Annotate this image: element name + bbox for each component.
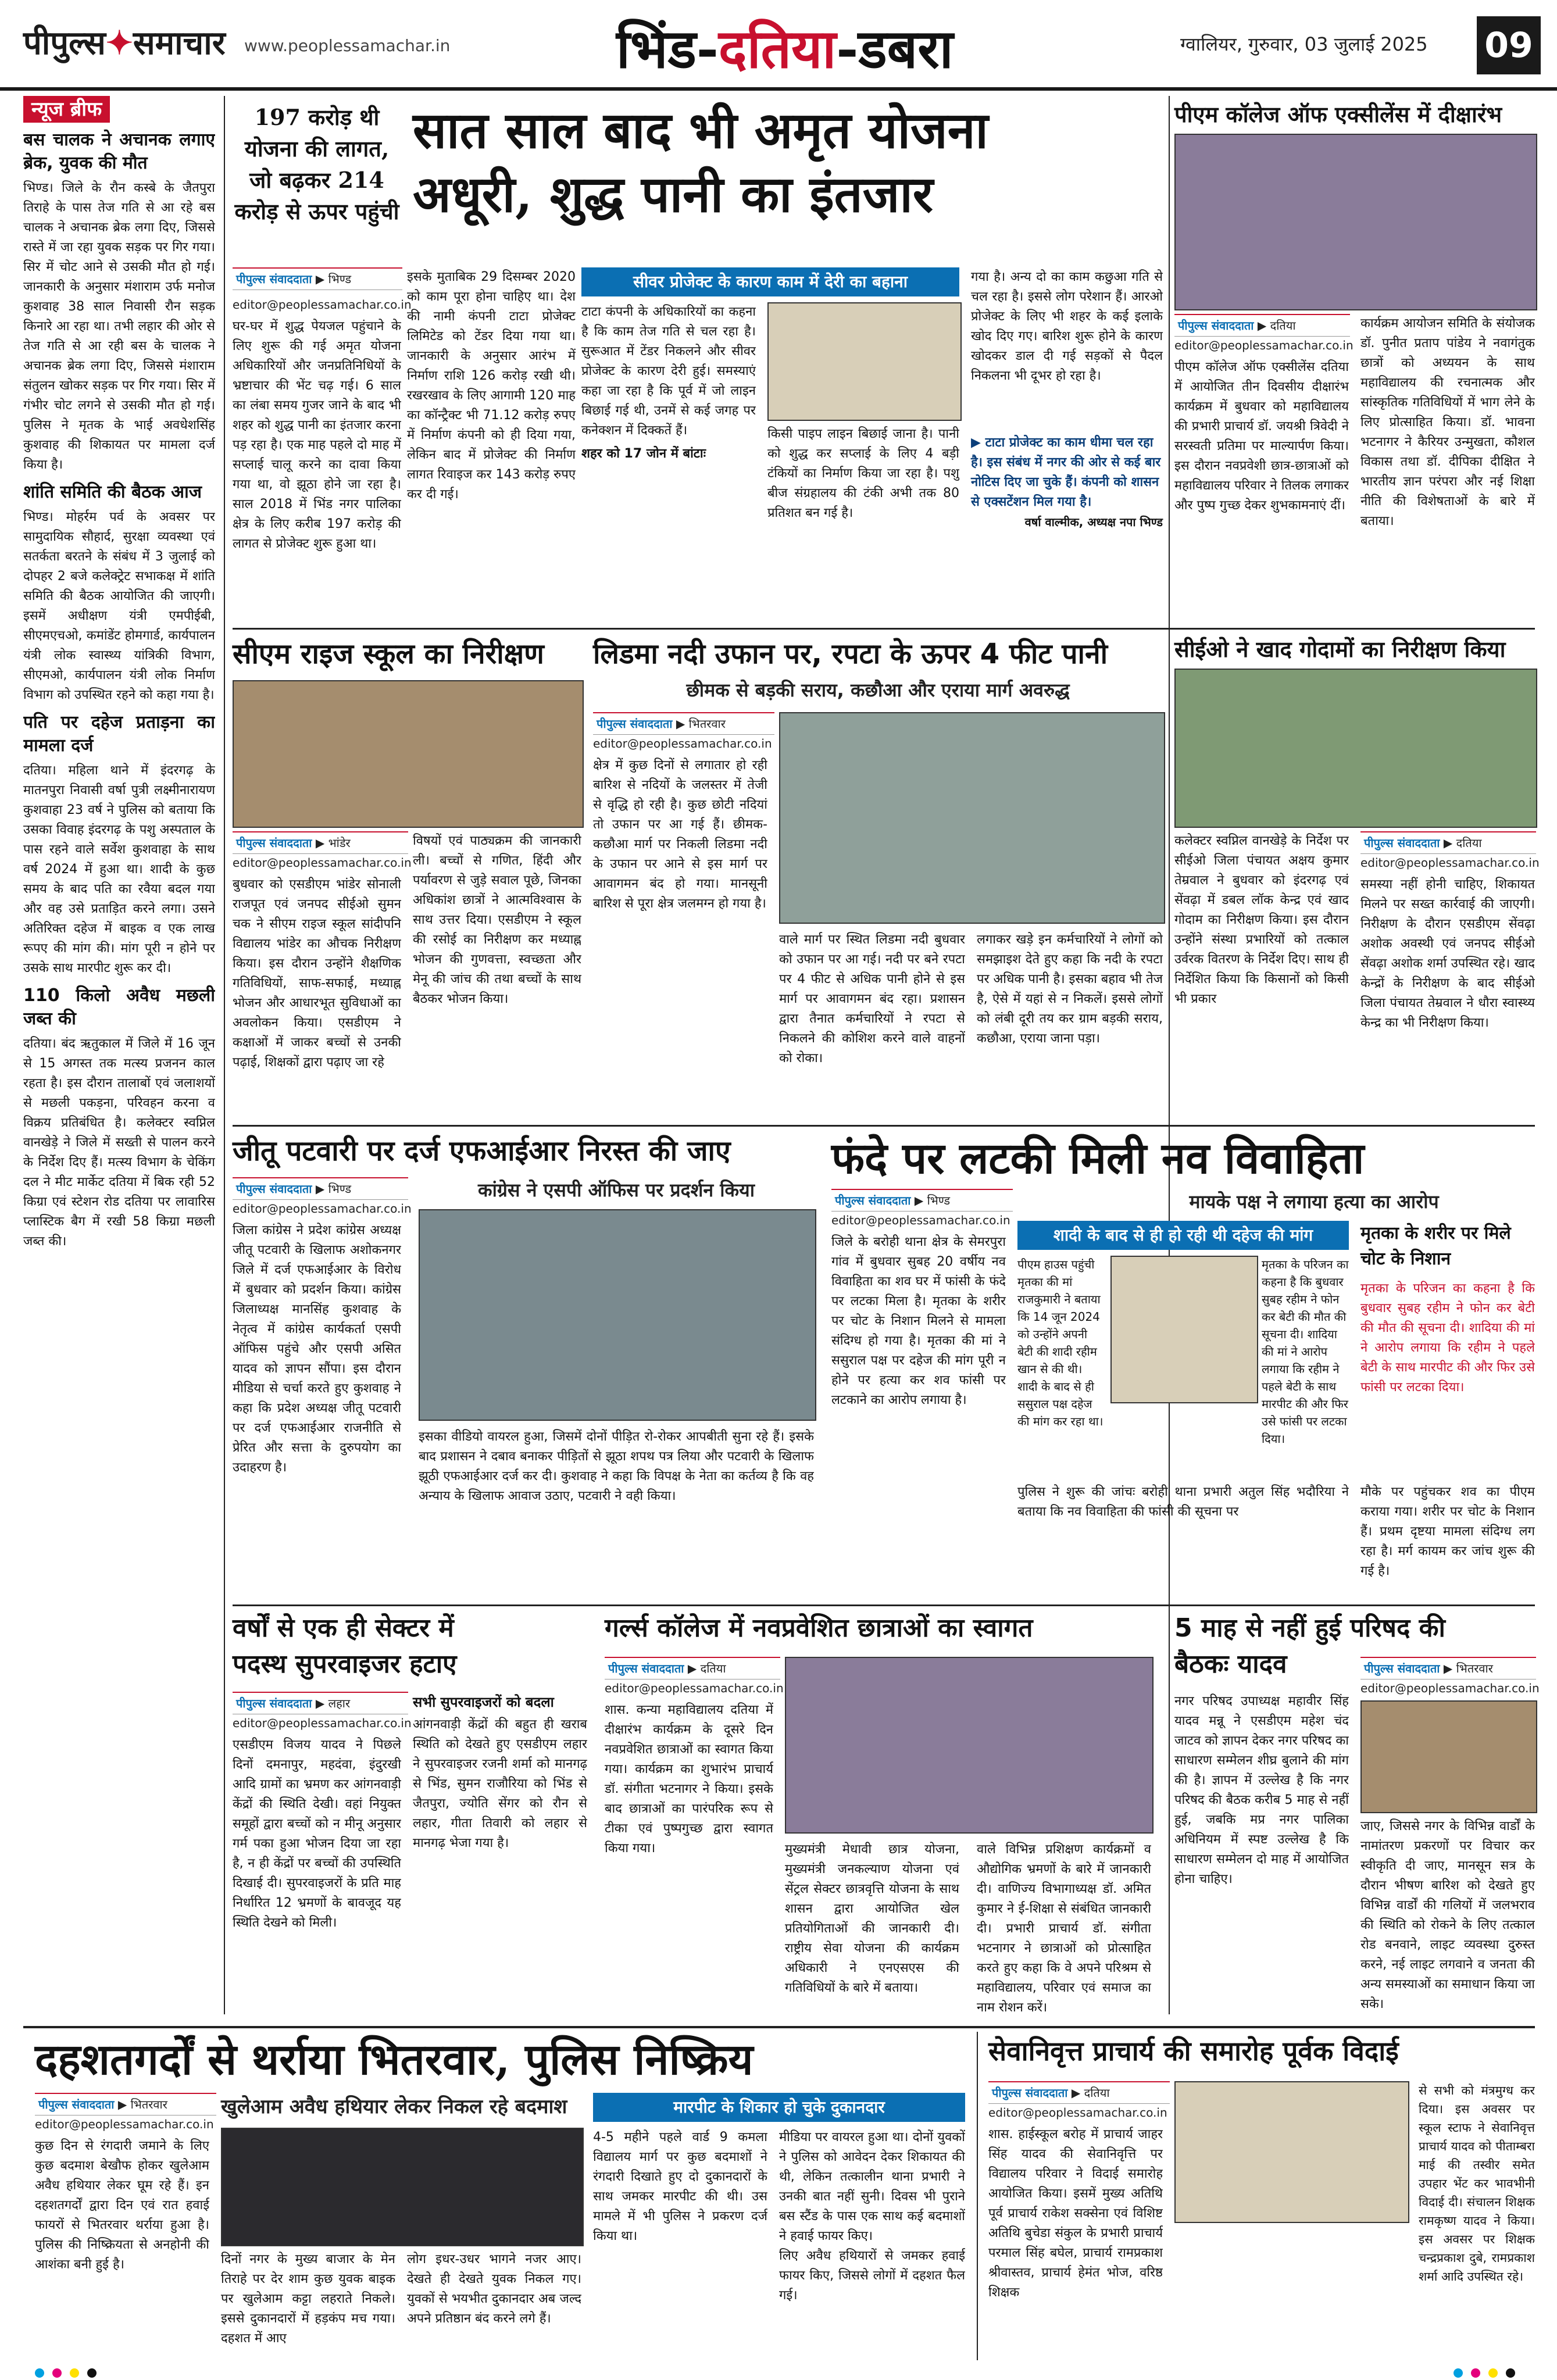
ceo-khad-photo — [1174, 669, 1537, 828]
cm-rise-headline: सीएम राइज स्कूल का निरीक्षण — [233, 638, 544, 670]
paper-logo: पीपुल्स✦समाचार — [23, 24, 226, 62]
jeetu-body-col1: जिला कांग्रेस ने प्रदेश कांग्रेस अध्यक्ष जीतू पटवारी के खिलाफ अशोकनगर जिले में दर्ज एफआईआर के विरोध में बुधवार को प्रदर्शन किया। कांग्रेस जिलाध्यक्ष मानसिंह कुशवाह के नेतृत्व में कांग्रेस कार्यकर्ता एसपी ऑफिस पहुंचे और एसपी असित यादव को ज्ञापन सौंपा। इस दौरान मीडिया से चर्चा करते हुए कुशवाह ने कहा कि प्रदेश अध्यक्ष जीतू पटवारी पर दर्ज एफआईआर राजनीति से प्रेरित और सत्ता के दुरुपयोग का उदाहरण है। — [233, 1223, 401, 1475]
amrut-inline-subhead: शहर को 17 जोन में बांटाः — [581, 446, 706, 461]
black-dot-icon — [1506, 2368, 1515, 2378]
bhitarwar-email[interactable]: editor@peoplessamachar.co.in — [35, 2117, 214, 2131]
magenta-dot-icon — [52, 2368, 62, 2378]
lidma-headline: लिडमा नदी उफान पर, रपटा के ऊपर 4 फीट पानी — [593, 638, 1108, 670]
cyan-dot-icon — [35, 2368, 44, 2378]
ceo-khad-body-col1: कलेक्टर स्वप्निल वानखेड़े के निर्देश पर सीईओ जिला पंचायत अक्षय कुमार तेम्रवाल ने बुधवार को इंदरगढ़ एवं सेंवढ़ा में डबल लॉक केन्द्र एवं खाद गोदाम का निरीक्षण किया। इस दौरान उन्होंने संस्था प्रभारियों को तत्काल उर्वरक वितरण के निर्देश दिए। साथ ही निर्देशित किया कि किसानों को किसी भी प्रकार — [1174, 834, 1349, 1006]
ceo-khad-email[interactable]: editor@peoplessamachar.co.in — [1360, 856, 1540, 870]
masthead — [0, 0, 1557, 91]
bhitarwar-body-col5: मीडिया पर वायरल हुआ था। दोनों युवकों ने पुलिस को आवेदन देकर शिकायत की थी, लेकिन तत्कालीन थाना प्रभारी ने उनकी बात नहीं सुनी। दिवस भी पुराने बस स्टैंड के पास एक साथ कई बदमाशों ने हवाई फायर किए। लिए अवैध हथियारों से जमकर हवाई फायर किए, जिससे लोगों में दहशत फैल गई। — [779, 2130, 965, 2303]
brief-body: भिण्ड। जिले के रौन कस्बे के जैतपुरा तिराहे के पास तेज गति से आ रहे बस चालक ने अचानक ब्रेक लगा दिए, जिससे रास्ते में जा रहा युवक सड़क पर गिर गया। सिर में चोट आने से उसकी मौत हो गई। जानकारी के अनुसार मंशाराम उर्फ मनोज कुशवाह 38 साल निवासी रौन सड़क किनारे आ रहा था। तभी लहार की ओर से तेज गति से आ रही बस के चालक ने अचानक ब्रेक लगा दिए, जिससे मंशाराम संतुलन खोकर सड़क पर गिर गया। सिर में गंभीर चोट लगने से उसकी मौत हो गई। पुलिस ने मृतक के भाई अवधेशसिंह कुशवाह की शिकायत पर मामला दर्ज किया है। — [23, 181, 215, 472]
pm-college-body-col1: पीएम कॉलेज ऑफ एक्सीलेंस दतिया में आयोजित तीन दिवसीय दीक्षारंभ कार्यक्रम में बुधवार को महाविद्यालय की प्रभारी प्राचार्य डॉ. जयश्री त्रिवेदी ने सरस्वती प्रतिमा पर माल्यार्पण किया। इस दौरान नवप्रवेशी छात्र-छात्राओं को महाविद्यालय परिवार ने तिलक लगाकर और पुष्प गुच्छ देकर शुभकामनाएं दीं। — [1174, 360, 1349, 513]
fande-body-col2b: मृतका के परिजन का कहना है कि बुधवार सुबह रहीम ने फोन कर बेटी की मौत की सूचना दी। शादिया की मां ने आरोप लगाया कि रहीम ने पहले बेटी के साथ मारपीट की और फिर उसे फांसी पर लटका दिया। — [1262, 1257, 1349, 1446]
yellow-dot-icon — [70, 2368, 79, 2378]
bhitarwar-night-photo — [221, 2128, 584, 2246]
girls-college-headline: गर्ल्स कॉलेज में नवप्रवेशित छात्राओं का स्वागत — [605, 1613, 1033, 1643]
pm-college-byline: पीपुल्स संवाददाता ▶ दतिया — [1174, 314, 1350, 337]
news-brief-column — [23, 96, 215, 2032]
pm-college-body-col2: कार्यक्रम आयोजन समिति के संयोजक डॉ. पुनीत प्रताप पांडेय ने नवागंतुक छात्रों को अध्ययन के साथ महाविद्यालय की रचनात्मक और सांस्कृतिक गतिविधियों में भाग लेने के लिए प्रोत्साहित किया। डॉ. भावना भटनागर ने कैरियर उन्मुखता, कौशल विकास तथा डॉ. दीपिका दीक्षित ने भारतीय ज्ञान परंपरा और नई शिक्षा नीति की विशेषताओं के बारे में बताया। — [1360, 316, 1535, 528]
news-brief-tag: न्यूज ब्रीफ — [23, 96, 110, 123]
amrut-kicker: सीवर प्रोजेक्ट के कारण काम में देरी का बहाना — [581, 267, 959, 296]
brief-body: भिण्ड। मोहर्रम पर्व के अवसर पर सामुदायिक सौहार्द, सुरक्षा व्यवस्था एवं सतर्कता बरतने के संबंध में 3 जुलाई को दोपहर 2 बजे कलेक्ट्रेट सभाकक्ष में शांति समिति की बैठक आयोजित की जाएगी। इसमें अधीक्षण यंत्री एमपीईबी, सीएमएचओ, कमांडेंट होमगार्ड, कार्यपालन यंत्री लोक स्वास्थ्य यांत्रिकी विभाग, सीएमओ, कार्यपालन यंत्री लोक निर्माण विभाग को उपस्थित रहने को कहा गया है। — [23, 510, 215, 702]
lidma-body-col2: वाले मार्ग पर स्थित लिडमा नदी बुधवार को उफान पर आ गई। नदी पर बने रपटा पर 4 फीट से अधिक पानी होने से इस मार्ग पर आवागमन बंद रहा। प्रशासन द्वारा तैनात कर्मचारियों ने रपटा से निकलने की कोशिश करने वाले वाहनों को रोका। — [779, 932, 965, 1066]
vidai-byline: पीपुल्स संवाददाता ▶ दतिया — [988, 2081, 1170, 2104]
quote-author: वर्षा वाल्मीक, अध्यक्ष नपा भिण्ड — [1024, 515, 1163, 529]
section-rule — [233, 1125, 1535, 1127]
pm-college-photo — [1174, 134, 1537, 310]
vidai-body-col1: शास. हाईस्कूल बरोह में प्राचार्य जाहर सिंह यादव की सेवानिवृत्ति पर विद्यालय परिवार ने विदाई समारोह आयोजित किया। इसमें मुख्य अतिथि पूर्व प्राचार्य राकेश सक्सेना एवं विशिष्ट अतिथि बुचेडा संकुल के प्रभारी प्राचार्य परमाल सिंह बघेल, प्राचार्य रामप्रकाश श्रीवास्तव, प्राचार्य हेमंत भोज, वरिष्ठ शिक्षक — [988, 2127, 1163, 2300]
girls-college-photo — [785, 1657, 1154, 1834]
amrut-quote: ▶ टाटा प्रोजेक्ट का काम धीमा चल रहा है। इस संबंध में नगर की ओर से कई बार नोटिस दिए जा चुके हैं। कंपनी को शासन से एक्सटेंशन मिल गया है। वर्षा वाल्मीक, अध्यक्ष नपा भिण्ड — [971, 433, 1163, 532]
supervisor-byline: पीपुल्स संवाददाता ▶ लहार — [233, 1692, 408, 1714]
ceo-khad-headline: सीईओ ने खाद गोदामों का निरीक्षण किया — [1174, 637, 1506, 662]
brief-headline: शांति समिति की बैठक आज — [23, 482, 202, 502]
jeetu-protest-photo — [419, 1209, 816, 1421]
parishad-headline: 5 माह से नहीं हुई परिषद की बैठकः यादव — [1174, 1613, 1445, 1679]
cm-rise-email[interactable]: editor@peoplessamachar.co.in — [233, 856, 412, 870]
amrut-body-col3: टाटा कंपनी के अधिकारियों का कहना है कि काम तेज गति से चल रहा है। सुरूआत में टेंडर निकलने और सीवर प्रोजेक्ट के कारण देरी हुई। समस्याएं कहा जा रहा है कि पूर्व में जो लाइन बिछाई गई थी, उनमें से कई जगह पर कनेक्शन में दिक्कतें हैं। शहर को 17 जोन में बांटाः — [581, 302, 756, 622]
girls-college-body-col3: वाले विभिन्न प्रशिक्षण कार्यक्रमों व औद्योगिक भ्रमणों के बारे में जानकारी दी। वाणिज्य विभागाध्यक्ष डॉ. अमित कुमार ने ई-शिक्षा से संबंधित जानकारी दी। प्रभारी प्राचार्य डॉ. संगीता भटनागर ने छात्राओं को प्रोत्साहित करते हुए कहा कि वे अपने परिश्रम से महाविद्यालय, परिवार एवं समाज का नाम रोशन करें। — [977, 1842, 1151, 2015]
parishad-body-col1: नगर परिषद उपाध्यक्ष महावीर सिंह यादव मन्नू ने एसडीएम महेश चंद जाटव को ज्ञापन देकर नगर परिषद का साधारण सम्मेलन शीघ्र बुलाने की मांग की है। ज्ञापन में उल्लेख है कि नगर परिषद की बैठक करीब 5 माह से नहीं हुई, जबकि मप्र नगर पालिका अधिनियम में स्पष्ट उल्लेख है कि साधारण सम्मेलन दो माह में आयोजित होना चाहिए। — [1174, 1694, 1349, 1886]
cm-rise-body-col1: बुधवार को एसडीएम भांडेर सोनाली राजपूत एवं जनपद सीईओ सुमन चक ने सीएम राइज स्कूल सांदीपनि विद्यालय भांडेर का औचक निरीक्षण किया। इस दौरान उन्होंने शैक्षणिक गतिविधियों, साफ-सफाई, मध्याह्न भोजन और आधारभूत सुविधाओं का अवलोकन किया। एसडीएम ने कक्षाओं में जाकर बच्चों से उनकी पढ़ाई, शिक्षकों द्वारा पढ़ाए जा रहे — [233, 877, 401, 1070]
bhitarwar-body-col2: दिनों नगर के मुख्य बाजार के मेन तिराहे पर देर शाम कुछ युवक बाइक पर खुलेआम कट्टा लहराते निकले। इससे दुकानदारों में हड़कंप मच गया। दहशत में आए — [221, 2252, 395, 2346]
black-dot-icon — [87, 2368, 97, 2378]
dateline: ग्वालियर, गुरुवार, 03 जुलाई 2025 — [1180, 33, 1428, 55]
lidma-body-col3: लगाकर खड़े इन कर्मचारियों ने लोगों को समझाइश देते हुए कहा कि नदी के रपटा पर अधिक पानी है। इसका बहाव भी तेज है, ऐसे में यहां से न निकलें। इससे लोगों को लंबी दूरी तय कर ग्राम बड़की सराय, कछौआ, एराया जाना पड़ा। — [977, 932, 1163, 1046]
website-link[interactable]: www.peoplessamachar.in — [244, 36, 451, 55]
ceo-khad-byline: पीपुल्स संवाददाता ▶ दतिया — [1360, 831, 1536, 854]
amrut-side-head: 197 करोड़ थी योजना की लागत, जो बढ़कर 214 करोड़ से ऊपर पहुंची — [234, 104, 399, 224]
brief-headline: पति पर दहेज प्रताड़ना का मामला दर्ज — [23, 712, 215, 756]
girls-college-byline: पीपुल्स संवाददाता ▶ दतिया — [605, 1657, 780, 1679]
brief-headline: 110 किलो अवैध मछली जब्त की — [23, 985, 215, 1029]
parishad-email[interactable]: editor@peoplessamachar.co.in — [1360, 1681, 1540, 1695]
girls-college-email[interactable]: editor@peoplessamachar.co.in — [605, 1681, 784, 1695]
vidai-email[interactable]: editor@peoplessamachar.co.in — [988, 2106, 1167, 2120]
brief-headline: बस चालक ने अचानक लगाए ब्रेक, युवक की मौत — [23, 130, 215, 173]
fande-headline: फंदे पर लटकी मिली नव विवाहिता — [831, 1134, 1365, 1184]
amrut-headline: सात साल बाद भी अमृत योजना अधूरी, शुद्ध पानी का इंतजार — [413, 101, 988, 224]
vidai-headline: सेवानिवृत्त प्राचार्य की समारोह पूर्वक विदाई — [988, 2035, 1399, 2067]
amrut-body-col5: गया है। अन्य दो का काम कछुआ गति से चल रहा है। इससे लोग परेशान हैं। आरओ प्रोजेक्ट के लिए भी शहर के कई इलाके खोद दिए गए। बारिश शुरू होने के कारण खोदकर डाल दी गई सड़कों से पैदल निकलना भी दूभर हो रहा है। — [971, 270, 1163, 383]
fande-byline: पीपुल्स संवाददाता ▶ भिण्ड — [831, 1189, 1013, 1212]
jeetu-email[interactable]: editor@peoplessamachar.co.in — [233, 1202, 412, 1216]
section-rule — [233, 628, 1535, 630]
tata-document-photo — [767, 302, 962, 421]
lidma-byline: पीपुल्स संवाददाता ▶ भितरवार — [593, 712, 774, 735]
edition-title: भिंड-दतिया-डबरा — [616, 17, 954, 80]
column-divider — [977, 2032, 978, 2360]
fande-body-col2: पीएम हाउस पहुंची मृतका की मां राजकुमारी ने बताया कि 14 जून 2024 को उन्होंने अपनी बेटी की शादी रहीम खान से की थी। शादी के बाद से ही ससुराल पक्ष दहेज की मांग कर रहा था। — [1017, 1257, 1104, 1428]
victim-portrait-photo — [1110, 1256, 1258, 1403]
lidma-subhead: छीमक से बड़की सराय, कछौआ और एराया मार्ग अवरुद्ध — [686, 679, 1070, 701]
vidai-body-col2: से सभी को मंत्रमुग्ध कर दिया। इस अवसर पर स्कूल स्टाफ ने सेवानिवृत्त प्राचार्य यादव को पीताम्बरा माई की तस्वीर समेत उपहार भेंट कर भावभीनी विदाई दी। संचालन शिक्षक रामकृष्ण यादव ने किया। इस अवसर पर शिक्षक चन्द्रप्रकाश दुबे, रामप्रकाश शर्मा आदि उपस्थित रहे। — [1419, 2084, 1535, 2283]
girls-college-body-col1: शास. कन्या महाविद्यालय दतिया में दीक्षारंभ कार्यक्रम के दूसरे दिन नवप्रवेशित छात्राओं का स्वागत किया गया। कार्यक्रम का शुभारंभ प्राचार्य डॉ. संगीता भटनागर ने किया। इसके बाद छात्राओं का पारंपरिक रूप से टीका एवं पुष्पगुच्छ द्वारा स्वागत किया गया। — [605, 1703, 773, 1856]
column-divider — [224, 96, 225, 2014]
cm-rise-body-col2: विषयों एवं पाठ्यक्रम की जानकारी ली। बच्चों से गणित, हिंदी और पर्यावरण से जुड़े सवाल पूछे, जिनका अधिकांश छात्रों ने आत्मविश्वास के साथ उत्तर दिया। एसडीएम ने स्कूल की रसोई का निरीक्षण कर मध्याह्न भोजन की गुणवत्ता, स्वच्छता और मेनू की जांच की तथा बच्चों के साथ बैठकर भोजन किया। — [413, 834, 581, 1006]
section-rule — [23, 2026, 1535, 2028]
bhitarwar-subhead: खुलेआम अवैध हथियार लेकर निकल रहे बदमाश — [221, 2095, 567, 2118]
fande-kicker: शादी के बाद से ही हो रही थी दहेज की मांग — [1017, 1221, 1349, 1250]
fande-body-col3: पुलिस ने शुरू की जांचः बरोही थाना प्रभारी अतुल सिंह भदौरिया ने बताया कि नव विवाहिता की फांसी की सूचना पर — [1017, 1485, 1349, 1519]
fande-email[interactable]: editor@peoplessamachar.co.in — [831, 1213, 1010, 1227]
vidai-photo — [1174, 2081, 1409, 2223]
cyan-dot-icon — [1454, 2368, 1463, 2378]
print-color-bar — [0, 2366, 1557, 2380]
supervisor-body-col1: एसडीएम विजय यादव ने पिछले दिनों दमनापुर, महदंवा, इंदुरखी आदि ग्रामों का भ्रमण कर आंगनवाड़ी केंद्रों की स्थिति देखी। वहां नियुक्त समूहों द्वारा बच्चों को न मीनू अनुसार गर्म पका हुआ भोजन दिया जा रहा है, न ही केंद्रों पर बच्चों की उपस्थिति दिखाई दी। सुपरवाइजरों के प्रति माह निर्धारित 12 भ्रमणों के बावजूद यह स्थिति देखने को मिली। — [233, 1738, 401, 1930]
jeetu-headline: जीतू पटवारी पर दर्ज एफआईआर निरस्त की जाए — [233, 1135, 731, 1167]
girls-college-body-col2: मुख्यमंत्री मेधावी छात्र योजना, मुख्यमंत्री जनकल्याण योजना एवं सेंट्रल सेक्टर छात्रवृत्ति योजना के साथ शासन द्वारा आयोजित खेल प्रतियोगिताओं की जानकारी दी। राष्ट्रीय सेवा योजना की कार्यक्रम अधिकारी ने एनएसएस की गतिविधियों के बारे में बताया। — [785, 1842, 959, 1995]
lidma-email[interactable]: editor@peoplessamachar.co.in — [593, 737, 772, 751]
bhitarwar-body-col4: 4-5 महीने पहले वार्ड 9 कमला विद्यालय मार्ग पर कुछ बदमाशों ने रंगदारी दिखाते हुए दो दुकानदारों के साथ जमकर मारपीट की थी। उस मामले में भी पुलिस ने प्रकरण दर्ज किया था। — [593, 2130, 767, 2243]
brief-body: दतिया। महिला थाने में इंदरगढ़ के मातनपुरा निवासी वर्षा पुत्री लक्ष्मीनारायण कुशवाहा 23 वर्ष ने पुलिस को बताया कि उसका विवाह इंदरगढ़ के पशु अस्पताल के पास रहने वाले सर्वेश कुशवाहा के साथ वर्ष 2024 में हुआ था। शादी के कुछ समय के बाद पति का रवैया बदल गया और वह उसे प्रताड़ित करने लगा। उसने अतिरिक्त दहेज में बाइक व एक लाख रूपए की मांग की। मांग पूरी न होने पर उसके साथ मारपीट शुरू कर दी। — [23, 763, 215, 975]
ceo-khad-body-col2: समस्या नहीं होनी चाहिए, शिकायत मिलने पर सख्त कार्रवाई की जाएगी। निरीक्षण के दौरान एसडीएम सेंवढ़ा अशोक अवस्थी एवं जनपद सीईओ सेंवढ़ा अशोक शर्मा उपस्थित रहे। खाद केन्द्रों के निरीक्षण के बाद सीईओ जिला पंचायत तेम्रवाल ने धौरा स्वास्थ्य केन्द्र का भी निरीक्षण किया। — [1360, 877, 1535, 1030]
fande-body-col4: मौके पर पहुंचकर शव का पीएम कराया गया। शरीर पर चोट के निशान हैं। प्रथम दृष्टया मामला संदिग्ध लग रहा है। मर्ग कायम कर जांच शुरू की गई है। — [1360, 1485, 1535, 1578]
supervisor-inline-head: सभी सुपरवाइजरों को बदला — [413, 1694, 554, 1710]
jeetu-subhead: कांग्रेस ने एसपी ऑफिस पर प्रदर्शन किया — [478, 1179, 755, 1201]
supervisor-body-col2: आंगनवाड़ी केंद्रों की बहुत ही खराब स्थिति को देखते हुए एसडीएम लहार ने सुपरवाइजर रजनी शर्मा को मानगढ़ से भिंड, सुमन राजौरिया को भिंड से जैतपुरा, ज्योति सेंगर को रौन से लहार, गीता तिवारी को लहार से मानगढ़ भेजा गया है। — [413, 1717, 587, 1850]
cm-rise-byline: पीपुल्स संवाददाता ▶ भांडेर — [233, 831, 408, 854]
page-number: 09 — [1477, 16, 1541, 74]
pm-college-email[interactable]: editor@peoplessamachar.co.in — [1174, 338, 1354, 352]
magenta-dot-icon — [1471, 2368, 1480, 2378]
amrut-body-col2: इसके मुताबिक 29 दिसम्बर 2020 को काम पूरा होना चाहिए था। देश की नामी कंपनी टाटा प्रोजेक्ट लिमिटेड को टेंडर दिया गया था। जानकारी के अनुसार आरंभ में निर्माण राशि 126 करोड़ रखी थी। रखरखाव के लिए आगामी 120 माह का कॉन्ट्रैक्ट भी 71.12 करोड़ रुपए में निर्माण कंपनी को ही दिया गया, लेकिन बाद में प्रोजेक्ट की निर्माण लागत रिवाइज कर 143 करोड़ रुपए कर दी गई। — [407, 270, 576, 502]
column-divider — [1169, 96, 1170, 2014]
amrut-body-col1: घर-घर में शुद्ध पेयजल पहुंचाने के लिए शुरू की गई अमृत योजना अधिकारियों और जनप्रतिनिधियों के भ्रष्टाचार की भेंट चढ़ गई। 6 साल का लंबा समय गुजर जाने के बाद भी शहर को शुद्ध पानी का इंतजार करना पड़ रहा है। एक माह पहले दो माह में सप्लाई चालू करने का दावा किया गया था, वो झूठा होने जा रहा है। साल 2018 में भिंड नगर पालिका क्षेत्र के लिए करीब 197 करोड़ की लागत से प्रोजेक्ट शुरू हुआ था। — [233, 319, 401, 551]
cm-rise-photo — [233, 680, 584, 828]
jeetu-byline: पीपुल्स संवाददाता ▶ भिण्ड — [233, 1177, 408, 1200]
fande-body-col1: जिले के बरोही थाना क्षेत्र के सेमरपुरा गांव में बुधवार सुबह 20 वर्षीय नव विवाहिता का शव घर में फांसी के फंदे पर लटका मिला है। मृतका के शरीर पर चोट के निशान मिलने से मामला संदिग्ध हो गया है। मृतका की मां ने ससुराल पक्ष पर दहेज की मांग पूरी न होने पर हत्या कर शव फांसी पर लटकाने का आरोप लगाया है। — [831, 1235, 1006, 1407]
quote-bullet-icon: ▶ — [971, 435, 981, 450]
fande-side-title: मृतका के शरीर पर मिले चोट के निशान — [1360, 1221, 1535, 1272]
bhitarwar-body-col1: कुछ दिन से रंगदारी जमाने के लिए कुछ बदमाश बेखौफ होकर खुलेआम अवैध हथियार लेकर घूम रहे हैं। इन दहशतगर्दों द्वारा दिन एवं रात हवाई फायरों से भितरवार थर्राया हुआ है। पुलिस की निष्क्रियता से अनहोनी की आशंका बनी हुई है। — [35, 2139, 209, 2272]
amrut-body-col4: किसी पाइप लाइन बिछाई जाना है। पानी को शुद्ध कर सप्लाई के लिए 4 बड़ी टंकियों का निर्माण किया जा रहा है। पशु बीज संग्रहालय की टंकी अभी तक 80 प्रतिशत बन गई है। — [767, 427, 959, 520]
logo-star-icon: ✦ — [105, 24, 133, 62]
pm-college-headline: पीएम कॉलेज ऑफ एक्सीलेंस में दीक्षारंभ — [1174, 102, 1502, 127]
brief-body: दतिया। बंद ऋतुकाल में जिले में 16 जून से 15 अगस्त तक मत्स्य प्रजनन काल रहता है। इस दौरान तालाबों एवं जलाशयों से मछली पकड़ना, परिवहन करना व विक्रय प्रतिबंधित है। कलेक्टर स्वप्निल वानखेड़े ने जिले में सख्ती से पालन करने के निर्देश दिए हैं। मत्स्य विभाग के चेकिंग दल ने मीट मार्केट दतिया में बिक रही 52 किग्रा एवं स्टेशन रोड दतिया पर लावारिस प्लास्टिक बैग में रखी 58 किग्रा मछली जब्त की। — [23, 1037, 215, 1249]
fande-side-body: मृतका के परिजन का कहना है कि बुधवार सुबह रहीम ने फोन कर बेटी की मौत की सूचना दी। शादिया की मां ने आरोप लगाया कि रहीम ने पहले बेटी के साथ मारपीट की और फिर उसे फांसी पर लटका दिया। — [1360, 1281, 1535, 1395]
supervisor-headline: वर्षों से एक ही सेक्टर में पदस्थ सुपरवाइजर हटाए — [233, 1613, 457, 1679]
parishad-body-col2: जाए, जिससे नगर के विभिन्न वार्डों के नामांतरण प्रकरणों पर विचार कर स्वीकृति दी जाए, मानसून सत्र के दौरान भीषण बारिश को देखते हुए विभिन्न वार्डों की गलियों में जलभराव की स्थिति को रोकने के लिए तत्काल रोड बनवाने, लाइट व्यवस्था दुरुस्त करने, नई लाइट लगवाने व जनता की अन्य समस्याओं का समाधान किया जा सके। — [1360, 1819, 1535, 2011]
bhitarwar-headline: दहशतगर्दों से थर्राया भितरवार, पुलिस निष्क्रिय — [35, 2035, 753, 2085]
fande-subhead: मायके पक्ष ने लगाया हत्या का आरोप — [1189, 1191, 1439, 1213]
bhitarwar-body-col3: लोग इधर-उधर भागने नजर आए। देखते ही देखते युवक निकल गए। युवकों से भयभीत दुकानदार अब जल्द अपने प्रतिष्ठान बंद करने लगे हैं। — [407, 2252, 581, 2326]
lidma-flood-photo — [779, 712, 1165, 924]
amrut-email[interactable]: editor@peoplessamachar.co.in — [233, 298, 412, 312]
jeetu-body-col2: इसका वीडियो वायरल हुआ, जिसमें दोनों पीड़ित रो-रोकर आपबीती सुना रहे हैं। इसके बाद प्रशासन ने दबाव बनाकर पीड़ितों से झूठा शपथ पत्र लिया और पटवारी के खिलाफ झूठी एफआईआर दर्ज कर दी। कुशवाह ने कहा कि विपक्ष के नेता का कर्तव्य है कि वह अन्याय के खिलाफ आवाज उठाए, पटवारी ने वही किया। — [419, 1430, 814, 1503]
supervisor-email[interactable]: editor@peoplessamachar.co.in — [233, 1716, 412, 1730]
bhitarwar-kicker: मारपीट के शिकार हो चुके दुकानदार — [593, 2093, 965, 2122]
section-rule — [233, 1604, 1535, 1606]
amrut-byline: पीपुल्स संवाददाता ▶ भिण्ड — [233, 267, 402, 290]
lidma-body-col1: क्षेत्र में कुछ दिनों से लगातार हो रही बारिश से नदियों के जलस्तर में तेजी से वृद्धि हो रही है। कुछ छोटी नदियां तो उफान पर आ गई हैं। छीमक-कछौआ मार्ग पर निकली लिडमा नदी के उफान पर आने से इस मार्ग पर आवागमन बंद हो गया। मानसूनी बारिश से पूरा क्षेत्र जलमग्न हो गया है। — [593, 758, 767, 911]
parishad-photo — [1360, 1700, 1537, 1813]
bhitarwar-byline: पीपुल्स संवाददाता ▶ भितरवार — [35, 2093, 216, 2115]
parishad-byline: पीपुल्स संवाददाता ▶ भितरवार — [1360, 1657, 1536, 1679]
yellow-dot-icon — [1488, 2368, 1498, 2378]
